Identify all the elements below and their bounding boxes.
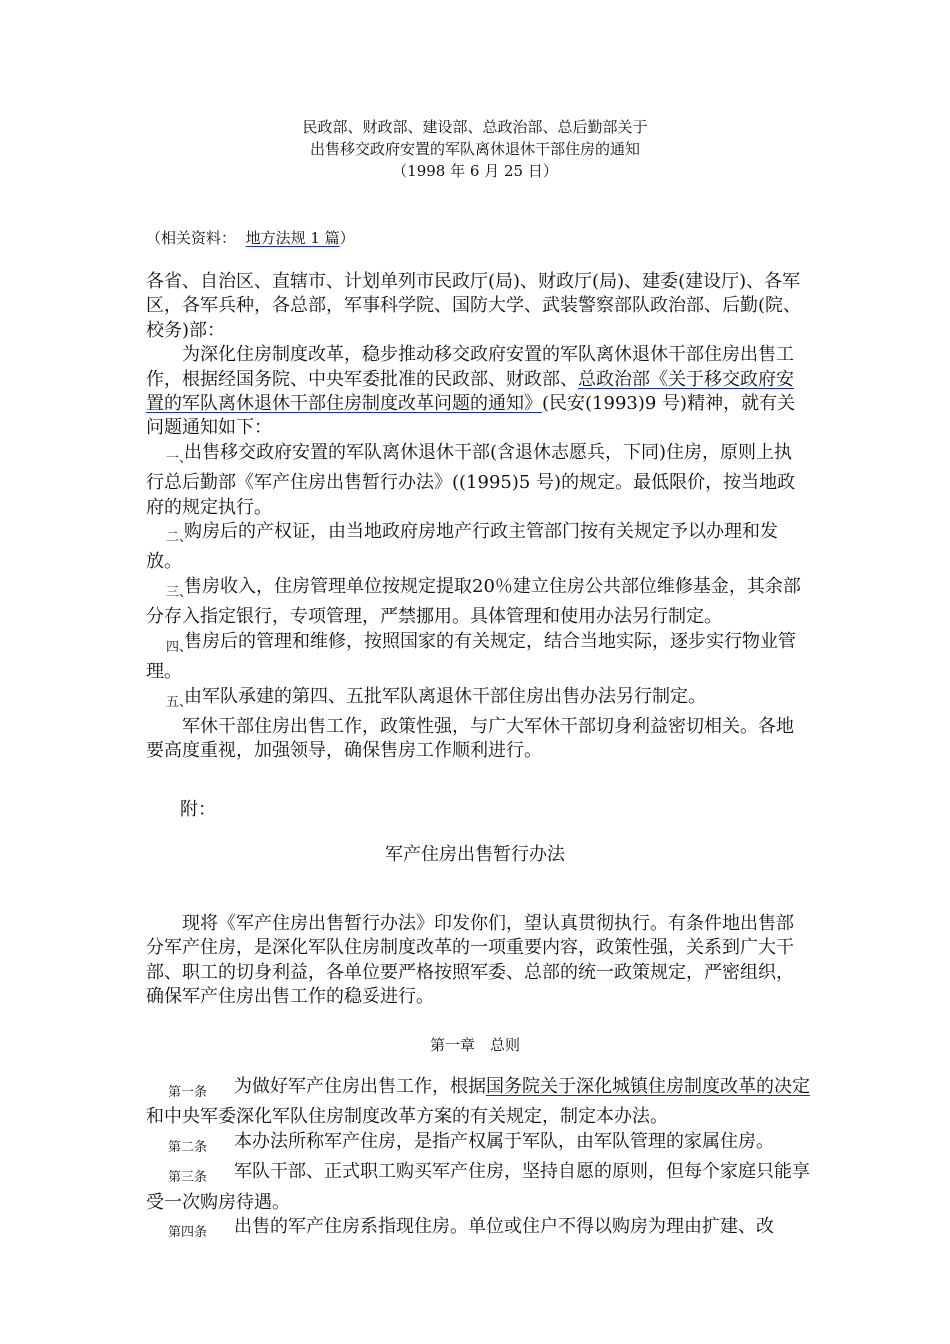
related-label: （相关资料： [146,229,237,247]
item-3 [146,575,810,630]
related-close: ） [339,229,355,247]
item-1 [146,441,810,520]
appendix-label: 附： [180,799,216,820]
article-label: 第三条 [168,1170,208,1186]
closing-paragraph: 军休干部住房出售工作，政策性强，与广大军休干部切身利益密切相关。各地要高度重视，加强领导，确保售房工作顺利进行。 [146,715,794,762]
article-text: 军队干部、正式职工购买军产住房，坚持自愿的原则，但每个家庭只能享受一次购房待遇。 [146,1161,810,1213]
item-number: 二、 [166,530,193,546]
article-3 [146,1160,810,1215]
item-number: 一、 [166,450,193,466]
item-number: 三、 [166,584,193,600]
item-number: 五、 [166,694,193,710]
item-text: 由军队承建的第四、五批军队离退休干部住房出售办法另行制定。 [184,685,706,707]
intro-link[interactable]: 总政治部《关于移交政府安置的军队离休退休干部住房制度改革问题的通知》 [146,368,794,415]
appendix-body [146,912,810,1010]
article-label: 第二条 [168,1139,208,1155]
item-4 [146,630,810,685]
appendix-intro: 现将《军产住房出售暂行办法》印发你们，望认真贯彻执行。有条件地出售部分军产住房，是深化军队住房制度改革的一项重要内容，政策性强，关系到广大干部、职工的切身利益，各单位要严格按照军委、总部的统一政策规定，严密组织，确保军产住房出售工作的稳妥进行。 [146,913,794,1008]
item-text: 购房后的产权证，由当地政府房地产行政主管部门按有关规定予以办理和发放。 [146,521,778,573]
notice-title-line2: 出售移交政府安置的军队离休退休干部住房的通知 [309,140,640,158]
article-2 [146,1130,810,1160]
notice-date: （1998 年 6 月 25 日） [392,162,558,180]
item-2 [146,520,810,575]
item-5 [146,685,810,715]
article-4 [146,1215,810,1245]
intro-text-after: (民安(1993)9 号)精神，就有关问题通知如下： [146,393,796,439]
chapter-heading: 第一章 总则 [429,1036,520,1054]
item-number: 四、 [166,639,193,655]
article-label: 第四条 [168,1225,208,1241]
article-text: 出售的军产住房系指现住房。单位或住户不得以购房为理由扩建、改 [234,1216,774,1238]
notice-title-line1: 民政部、财政部、建设部、总政治部、总后勤部关于 [302,118,648,136]
recipients: 各省、自治区、直辖市、计划单列市民政厅(局)、财政厅(局)、建委(建设厅)、各军区，各军兵种，各总部，军事科学院、国防大学、武装警察部队政治部、后勤(院、校务)部： [146,271,802,341]
article-1-link[interactable]: 国务院关于深化城镇住房制度改革的决定 [486,1076,810,1097]
item-text: 售房后的管理和维修，按照国家的有关规定，结合当地实际，逐步实行物业管理。 [146,630,796,683]
appendix-title: 军产住房出售暂行办法 [385,844,565,865]
intro-text: 为深化住房制度改革，稳步推动移交政府安置的军队离休退休干部住房出售工作，根据经国务院、中央军委批准的民政部、财政部、 [146,344,794,390]
article-text: 为做好军产住房出售工作，根据 [234,1076,486,1097]
notice-body [146,270,810,764]
article-text: 本办法所称军产住房，是指产权属于军队，由军队管理的家属住房。 [234,1130,774,1152]
article-label: 第一条 [168,1085,208,1100]
item-text: 出售移交政府安置的军队离休退休干部(含退休志愿兵，下同)住房，原则上执行总后勤部《军产住房出售暂行办法》((1995)5 号)的规定。最低限价，按当地政府的规定执行。 [146,441,796,518]
related-link[interactable]: 地方法规 1 篇 [245,229,340,247]
related-materials [146,228,355,248]
intro-paragraph [146,343,810,441]
article-text-after: 和中央军委深化军队住房制度改革方案的有关规定，制定本办法。 [146,1106,668,1128]
articles [146,1075,810,1245]
article-1 [146,1075,810,1130]
item-text: 售房收入，住房管理单位按规定提取20％建立住房公共部位维修基金，其余部分存入指定银行，专项管理，严禁挪用。具体管理和使用办法另行制定。 [146,575,801,628]
